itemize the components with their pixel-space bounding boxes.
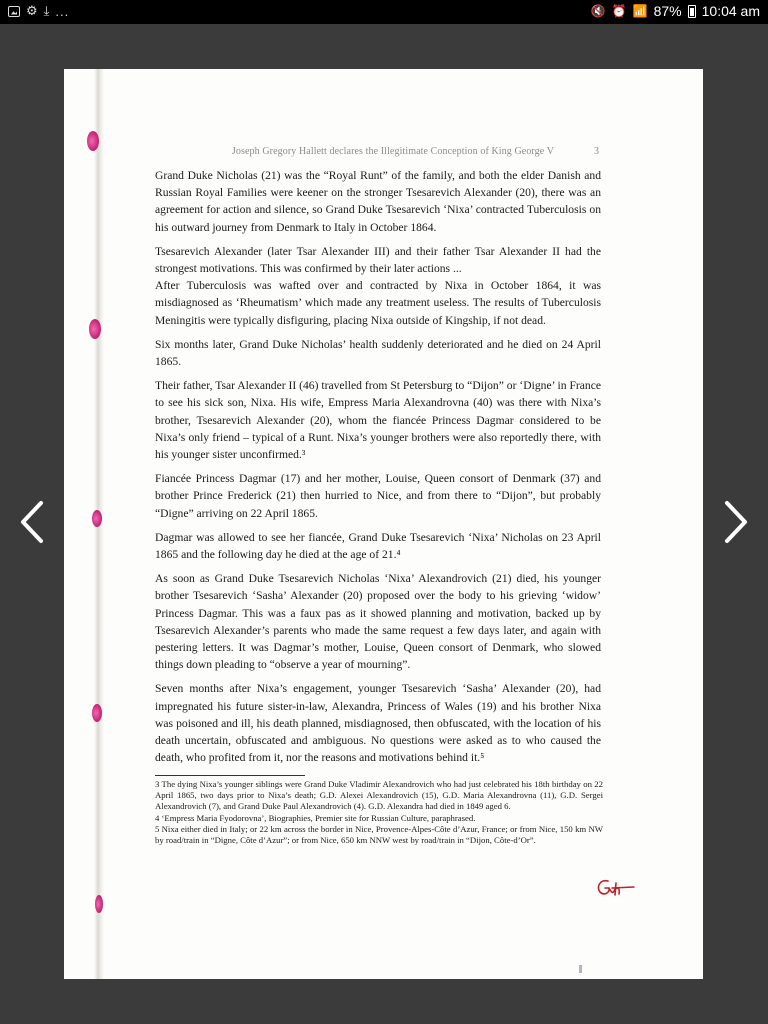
paragraph: As soon as Grand Duke Tsesarevich Nicholas ‘Nixa’ Alexandrovich (21) died, his younger brother Tsesarevich ‘Sasha’ Alexander (20) proposed over the body to his grieving ‘widow’ Princess Dagmar. This was a faux pas as it showed planning and motivation, backed up by Tsesarevich Alexander’s parents who made the same request a few days later, and again with pestering letters. It was Dagmar’s mother, Louise, Queen consort of Denmark, who slowed things down pleading to “observe a year of mourning”. <box>155 572 601 672</box>
download-icon: ⤓ <box>43 3 50 18</box>
notification-icons <box>8 3 69 19</box>
system-icons <box>591 3 760 19</box>
battery-percent: 87% <box>653 3 682 19</box>
paragraph: Six months later, Grand Duke Nicholas’ health suddenly deteriorated and he died on 24 April 1865. <box>155 337 601 369</box>
footnotes <box>155 779 603 846</box>
footnote: 4 ‘Empress Maria Fyodorovna’, Biographies, Premier site for Russian Culture, paraphrased. <box>155 812 476 823</box>
paragraph: Their father, Tsar Alexander II (46) travelled from St Petersburg to “Dijon” or ‘Digne’ in France to see his sick son, Nixa. His wife, Empress Maria Alexandrovna (40) was there with Nixa’s brother, Tsesarevich Alexander (20), whom the fiancée Princess Dagmar considered to be Nixa’s only friend – typical of a Runt. Nixa’s younger brothers were also reportedly there, with his younger sister unconfirmed.³ <box>155 379 601 462</box>
document-page[interactable] <box>64 69 703 979</box>
paragraph: Tsesarevich Alexander (later Tsar Alexander III) and their father Tsar Alexander II had the strongest motivations. This was confirmed by their later actions ... <box>155 244 601 276</box>
paragraph: Grand Duke Nicholas (21) was the “Royal Runt” of the family, and both the elder Danish and Russian Royal Families were keener on the stronger Tsesarevich Alexander (20), there was an agreement for action and silence, so Grand Duke Tsesarevich ‘Nixa’ contracted Tuberculosis on his outward journey from Denmark to Italy in October 1864. <box>155 169 601 234</box>
chevron-left-icon <box>19 500 45 544</box>
running-header: Joseph Gregory Hallett declares the Illegitimate Conception of King George V <box>231 146 555 157</box>
binding-hole <box>95 895 103 913</box>
more-icon: ... <box>55 3 70 19</box>
binding-hole <box>92 704 102 722</box>
wifi-icon: 📶 <box>632 4 648 18</box>
paragraph: Seven months after Nixa’s engagement, younger Tsesarevich ‘Sasha’ Alexander (20), had impregnated his future sister-in-law, Alexandra, Princess of Wales (19) and his brother Nixa was poisoned and ill, his death planned, misdiagnosed, then obfuscated, with the location of his death uncertain, obfuscated and ambiguous. No questions were asked as to who caused the death, who profited from it, nor the reasons and motivations behind it.⁵ <box>155 682 601 765</box>
footnote: 5 Nixa either died in Italy; or 22 km across the border in Nice, Provence-Alpes-Côte d’Azur, France; or from Nice, 150 km NW by road/train in “Digne, Côte d’Azur”; or from Nice, 650 km NNW west by road/train in “Dijon, Côte-d’Or”. <box>155 823 603 846</box>
binding-hole <box>92 510 102 527</box>
scan-mark <box>579 965 582 973</box>
next-page-button[interactable] <box>716 496 756 548</box>
footnote: 3 The dying Nixa’s younger siblings were Grand Duke Vladimir Alexandrovich who had just celebrated his 18th birthday on 22 April 1865, two days prior to Nixa’s death; G.D. Alexei Alexandrovich (15), G.D. Maria Alexandrovna (11), G.D. Sergei Alexandrovich (7), and Grand Duke Paul Alexandrovich (4). G.D. Alexandra had died in 1849 aged 6. <box>155 779 603 812</box>
page-number: 3 <box>594 146 599 157</box>
signature <box>594 875 636 899</box>
previous-page-button[interactable] <box>12 496 52 548</box>
binding-hole <box>89 319 101 339</box>
binding-hole <box>87 131 99 151</box>
paragraph: Fiancée Princess Dagmar (17) and her mother, Louise, Queen consort of Denmark (37) and brother Prince Frederick (21) then hurried to Nice, and from there to “Dijon”, but probably “Digne” arriving on 22 April 1865. <box>155 472 601 520</box>
footnote-divider <box>155 775 305 776</box>
gear-icon: ⚙ <box>26 3 38 18</box>
paragraph: After Tuberculosis was wafted over and contracted by Nixa in October 1864, it was misdiagnosed as ‘Rheumatism’ which made any treatment useless. The results of Tuberculosis Meningitis were typically disfiguring, placing Nixa outside of Kingship, if not dead. <box>155 279 601 327</box>
body-text <box>155 167 601 767</box>
battery-icon <box>688 5 696 18</box>
image-icon <box>8 6 20 17</box>
paragraph: Dagmar was allowed to see her fiancée, Grand Duke Tsesarevich ‘Nixa’ Nicholas on 23 April 1865 and the following day he died at the age of 21.⁴ <box>155 530 601 562</box>
status-bar <box>0 0 768 24</box>
mute-icon: 🔇 <box>590 4 606 18</box>
chevron-right-icon <box>723 500 749 544</box>
clock: 10:04 am <box>701 3 760 19</box>
alarm-icon: ⏰ <box>611 4 627 18</box>
